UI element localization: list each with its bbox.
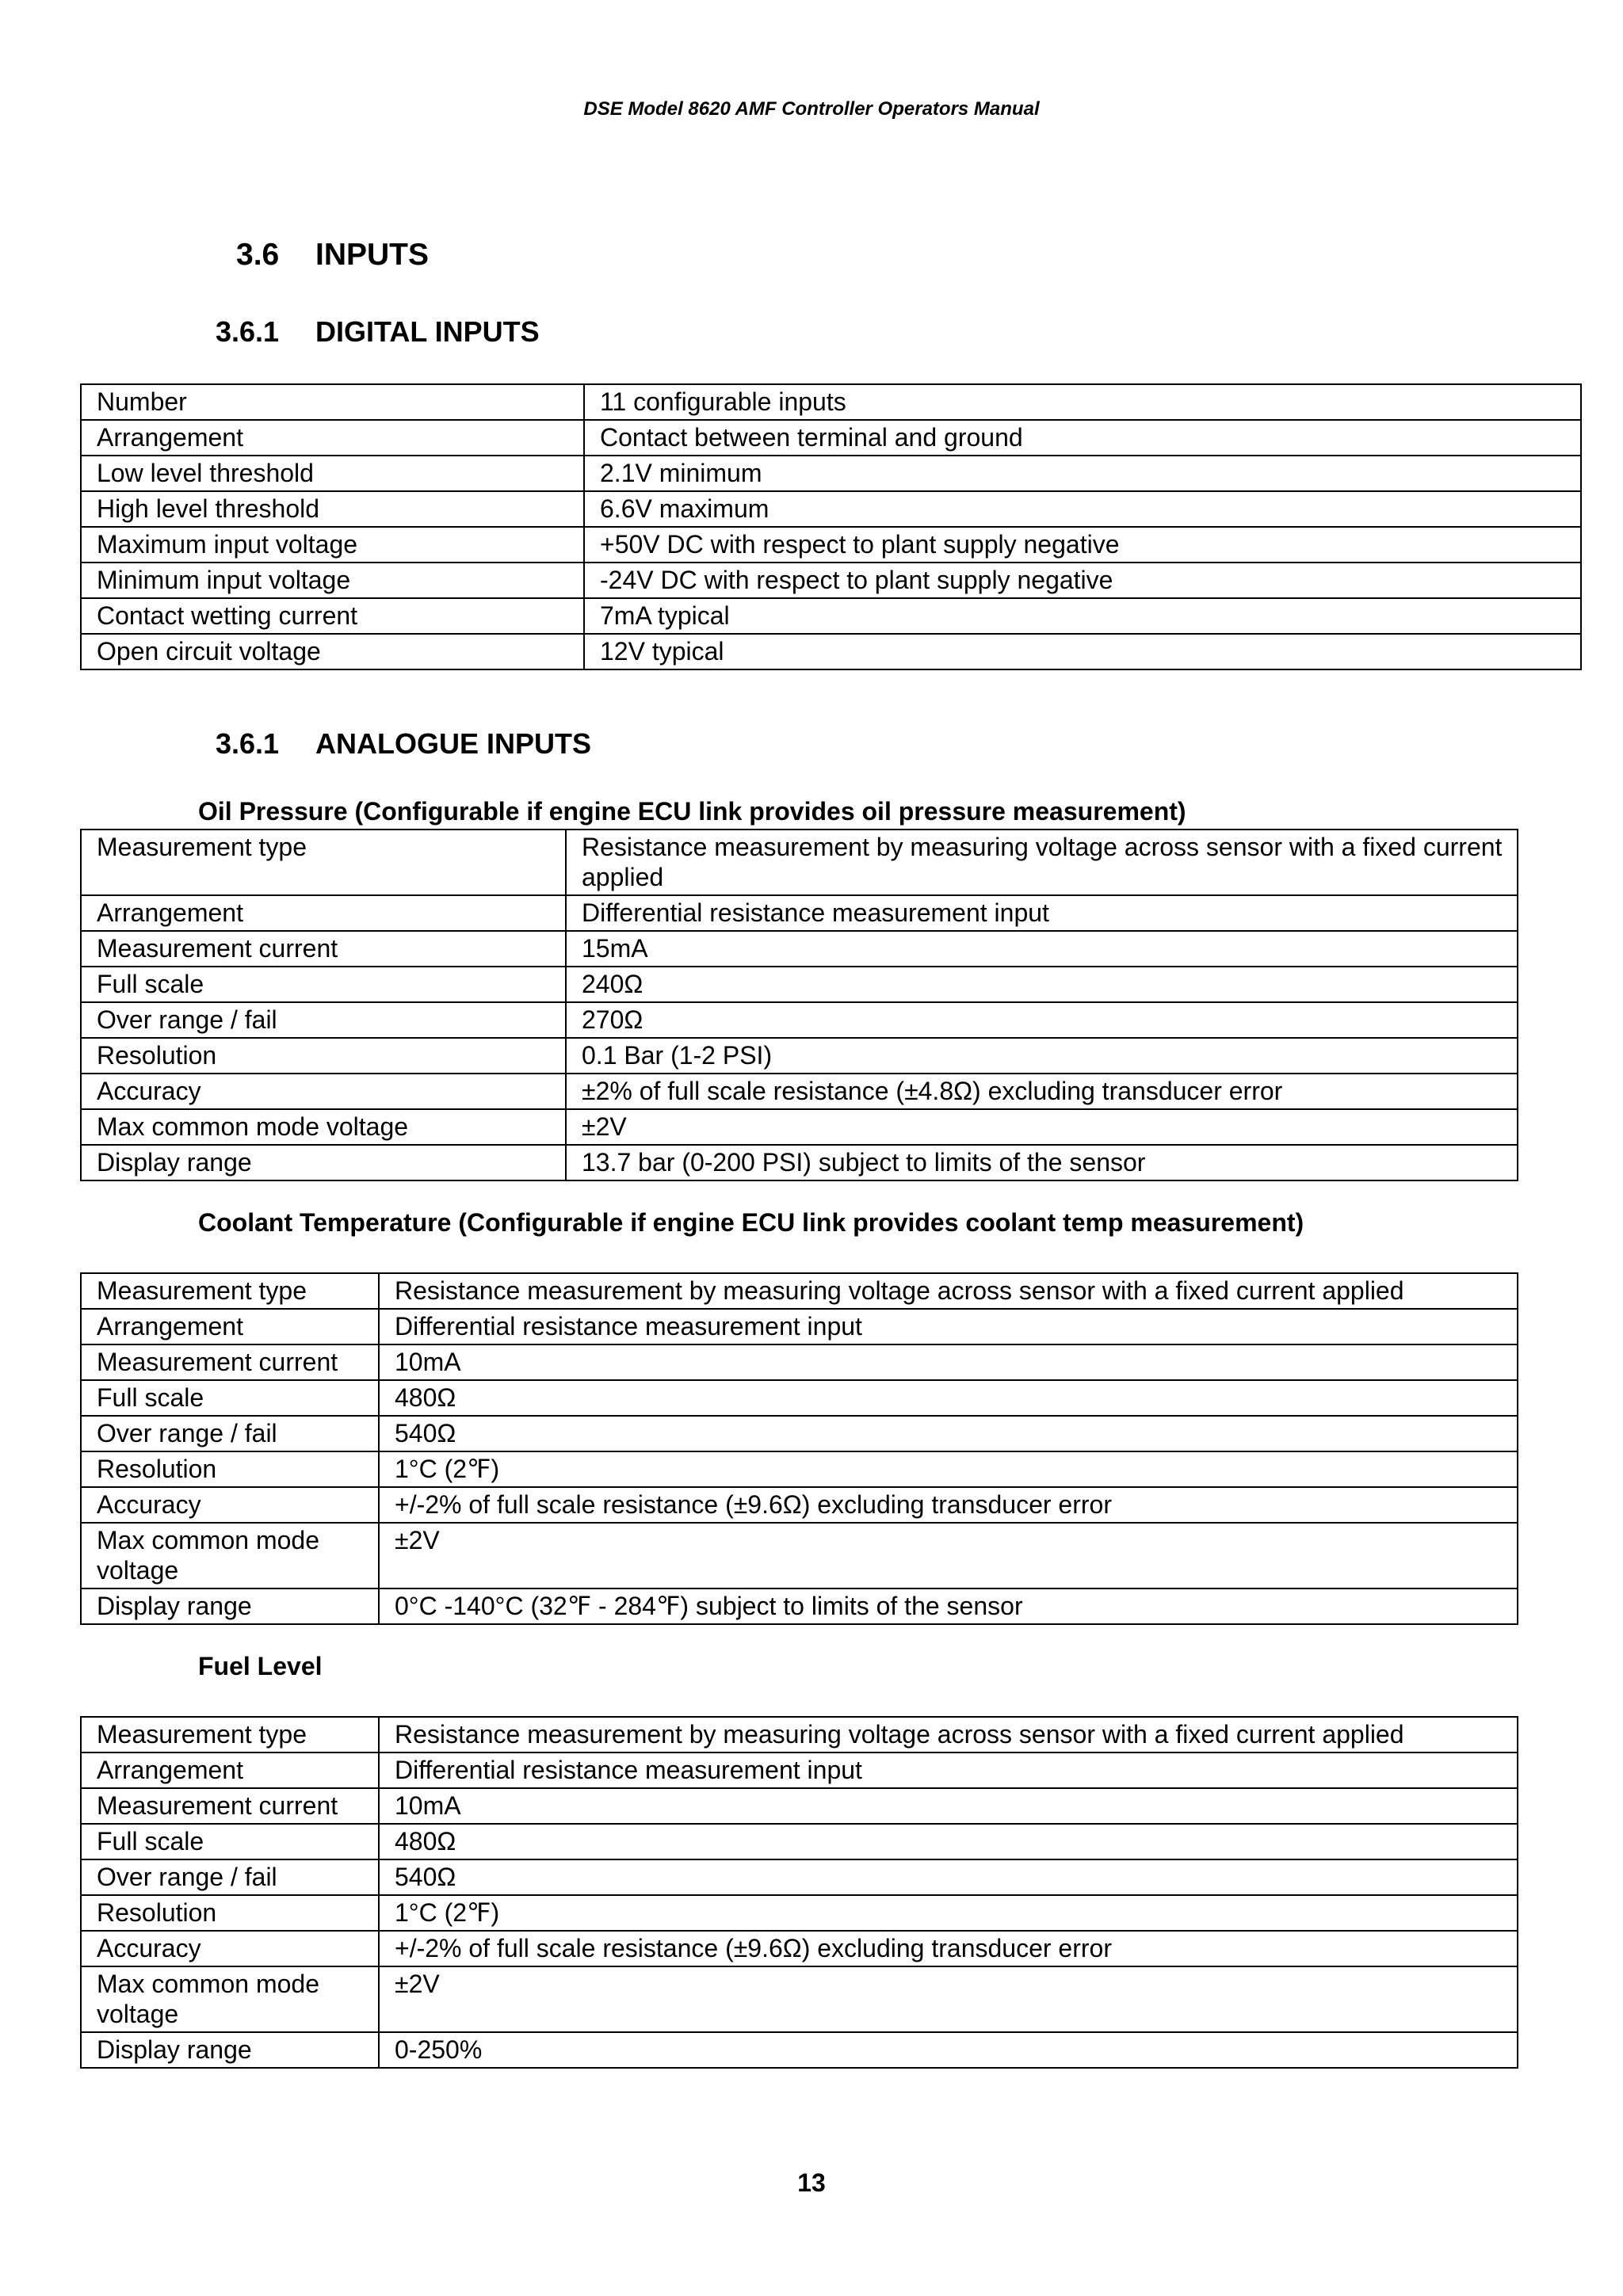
- parameter-cell: Resolution: [81, 1451, 379, 1487]
- section-title: INPUTS: [315, 238, 430, 272]
- parameter-cell: Display range: [81, 1145, 566, 1180]
- parameter-cell: Max common mode voltage: [81, 1109, 566, 1145]
- parameter-cell: Number: [81, 384, 584, 420]
- value-cell: ±2V: [566, 1109, 1518, 1145]
- table-row: [81, 1273, 1518, 1309]
- table-row: [81, 1109, 1518, 1145]
- value-cell: ±2% of full scale resistance (±4.8Ω) excluding transducer error: [566, 1074, 1518, 1109]
- parameter-cell: Over range / fail: [81, 1859, 379, 1895]
- table-row: [81, 1931, 1518, 1966]
- value-cell: 12V typical: [584, 634, 1581, 669]
- value-cell: 480Ω: [379, 1824, 1518, 1859]
- parameter-cell: Full scale: [81, 1380, 379, 1416]
- parameter-cell: Over range / fail: [81, 1002, 566, 1038]
- table-row: [81, 1074, 1518, 1109]
- section-heading: [236, 238, 429, 273]
- running-header: DSE Model 8620 AMF Controller Operators Manual: [583, 98, 1040, 120]
- value-cell: 480Ω: [379, 1380, 1518, 1416]
- analogue-inputs-number: 3.6.1: [216, 727, 280, 760]
- table-row: [81, 527, 1581, 563]
- table-row: [81, 1859, 1518, 1895]
- parameter-cell: Measurement type: [81, 1273, 379, 1309]
- digital-inputs-title: DIGITAL INPUTS: [315, 315, 540, 348]
- parameter-cell: Max common mode voltage: [81, 1523, 379, 1589]
- value-cell: Resistance measurement by measuring voltage across sensor with a fixed current applied: [379, 1273, 1518, 1309]
- table-row: [81, 895, 1518, 931]
- table-row: [81, 931, 1518, 967]
- parameter-cell: High level threshold: [81, 491, 584, 527]
- value-cell: 1°C (2℉): [379, 1451, 1518, 1487]
- table-row: [81, 384, 1581, 420]
- parameter-cell: Full scale: [81, 967, 566, 1002]
- value-cell: 240Ω: [566, 967, 1518, 1002]
- value-cell: 270Ω: [566, 1002, 1518, 1038]
- parameter-cell: Measurement type: [81, 830, 566, 895]
- table-row: [81, 1344, 1518, 1380]
- table-row: [81, 1589, 1518, 1624]
- parameter-cell: Measurement current: [81, 1344, 379, 1380]
- parameter-cell: Measurement current: [81, 931, 566, 967]
- parameter-cell: Maximum input voltage: [81, 527, 584, 563]
- table-row: [81, 1451, 1518, 1487]
- fuel-level-table: [80, 1716, 1518, 2069]
- value-cell: 11 configurable inputs: [584, 384, 1581, 420]
- table-row: [81, 1824, 1518, 1859]
- value-cell: 6.6V maximum: [584, 491, 1581, 527]
- table-row: [81, 1145, 1518, 1180]
- parameter-cell: Resolution: [81, 1038, 566, 1074]
- parameter-cell: Max common mode voltage: [81, 1966, 379, 2032]
- table-row: [81, 1523, 1518, 1589]
- parameter-cell: Arrangement: [81, 1309, 379, 1344]
- table-row: [81, 830, 1518, 895]
- value-cell: ±2V: [379, 1523, 1518, 1589]
- value-cell: 540Ω: [379, 1859, 1518, 1895]
- value-cell: 10mA: [379, 1788, 1518, 1824]
- analogue-inputs-heading: [216, 727, 591, 761]
- parameter-cell: Accuracy: [81, 1487, 379, 1523]
- value-cell: 7mA typical: [584, 598, 1581, 634]
- digital-inputs-table: [80, 383, 1582, 670]
- analogue-inputs-title: ANALOGUE INPUTS: [315, 727, 592, 760]
- parameter-cell: Over range / fail: [81, 1416, 379, 1451]
- digital-inputs-number: 3.6.1: [216, 315, 280, 348]
- parameter-cell: Display range: [81, 1589, 379, 1624]
- table-row: [81, 1895, 1518, 1931]
- section-number: 3.6: [236, 238, 280, 272]
- parameter-cell: Minimum input voltage: [81, 563, 584, 598]
- value-cell: 13.7 bar (0-200 PSI) subject to limits of the sensor: [566, 1145, 1518, 1180]
- digital-inputs-heading: [216, 315, 540, 349]
- table-row: [81, 456, 1581, 491]
- value-cell: -24V DC with respect to plant supply negative: [584, 563, 1581, 598]
- coolant-temperature-table: [80, 1272, 1518, 1625]
- parameter-cell: Measurement type: [81, 1717, 379, 1753]
- value-cell: +/-2% of full scale resistance (±9.6Ω) excluding transducer error: [379, 1931, 1518, 1966]
- value-cell: 2.1V minimum: [584, 456, 1581, 491]
- table-row: [81, 1380, 1518, 1416]
- value-cell: +/-2% of full scale resistance (±9.6Ω) excluding transducer error: [379, 1487, 1518, 1523]
- coolant-temperature-caption: Coolant Temperature (Configurable if engine ECU link provides coolant temp measurement): [198, 1208, 1304, 1237]
- table-row: [81, 1002, 1518, 1038]
- table-row: [81, 1487, 1518, 1523]
- value-cell: Differential resistance measurement input: [379, 1753, 1518, 1788]
- parameter-cell: Arrangement: [81, 1753, 379, 1788]
- value-cell: 15mA: [566, 931, 1518, 967]
- value-cell: Differential resistance measurement input: [566, 895, 1518, 931]
- value-cell: Resistance measurement by measuring voltage across sensor with a fixed current applied: [566, 830, 1518, 895]
- page-number: 13: [797, 2168, 826, 2197]
- table-row: [81, 420, 1581, 456]
- oil-pressure-table: [80, 829, 1518, 1181]
- value-cell: 0.1 Bar (1-2 PSI): [566, 1038, 1518, 1074]
- parameter-cell: Resolution: [81, 1895, 379, 1931]
- table-row: [81, 1416, 1518, 1451]
- parameter-cell: Full scale: [81, 1824, 379, 1859]
- value-cell: Contact between terminal and ground: [584, 420, 1581, 456]
- value-cell: 0-250%: [379, 2032, 1518, 2068]
- value-cell: 0°C -140°C (32℉ - 284℉) subject to limits of the sensor: [379, 1589, 1518, 1624]
- table-row: [81, 1309, 1518, 1344]
- parameter-cell: Open circuit voltage: [81, 634, 584, 669]
- value-cell: Resistance measurement by measuring voltage across sensor with a fixed current applied: [379, 1717, 1518, 1753]
- table-row: [81, 491, 1581, 527]
- parameter-cell: Display range: [81, 2032, 379, 2068]
- table-row: [81, 1966, 1518, 2032]
- parameter-cell: Accuracy: [81, 1074, 566, 1109]
- value-cell: Differential resistance measurement input: [379, 1309, 1518, 1344]
- parameter-cell: Measurement current: [81, 1788, 379, 1824]
- table-row: [81, 563, 1581, 598]
- oil-pressure-caption: Oil Pressure (Configurable if engine ECU link provides oil pressure measurement): [198, 797, 1186, 826]
- value-cell: +50V DC with respect to plant supply negative: [584, 527, 1581, 563]
- parameter-cell: Low level threshold: [81, 456, 584, 491]
- fuel-level-caption: Fuel Level: [198, 1652, 323, 1680]
- table-row: [81, 1038, 1518, 1074]
- parameter-cell: Arrangement: [81, 420, 584, 456]
- parameter-cell: Accuracy: [81, 1931, 379, 1966]
- table-row: [81, 967, 1518, 1002]
- value-cell: 1°C (2℉): [379, 1895, 1518, 1931]
- table-row: [81, 1717, 1518, 1753]
- table-row: [81, 634, 1581, 669]
- table-row: [81, 598, 1581, 634]
- table-row: [81, 2032, 1518, 2068]
- parameter-cell: Arrangement: [81, 895, 566, 931]
- table-row: [81, 1753, 1518, 1788]
- parameter-cell: Contact wetting current: [81, 598, 584, 634]
- value-cell: 10mA: [379, 1344, 1518, 1380]
- value-cell: ±2V: [379, 1966, 1518, 2032]
- table-row: [81, 1788, 1518, 1824]
- value-cell: 540Ω: [379, 1416, 1518, 1451]
